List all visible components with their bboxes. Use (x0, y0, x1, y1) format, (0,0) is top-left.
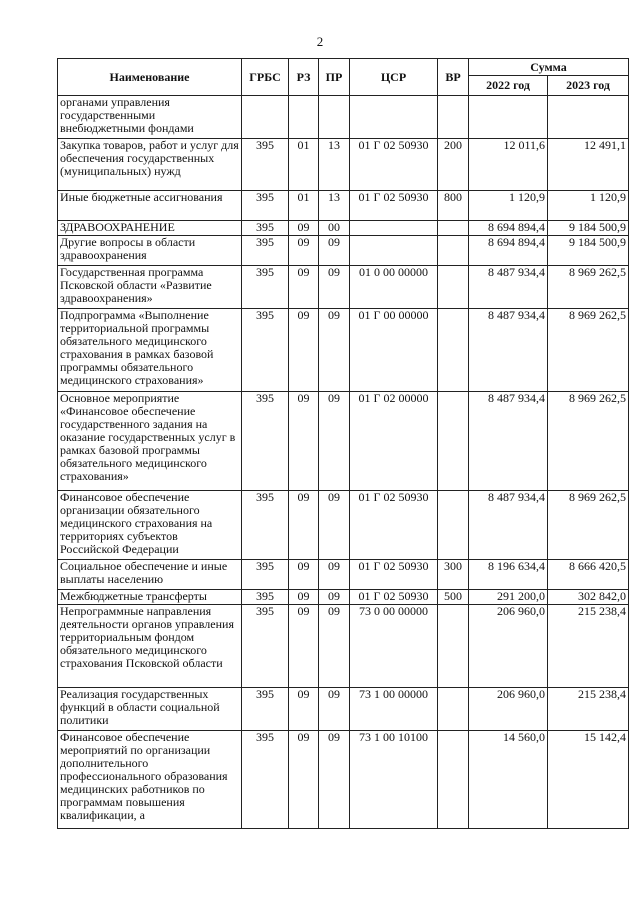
row-csr: 73 1 00 10100 (350, 731, 438, 829)
row-csr: 01 Г 02 50930 (350, 491, 438, 560)
row-sum-2022: 8 694 894,4 (469, 236, 548, 266)
row-pr: 13 (319, 139, 350, 191)
row-sum-2023: 215 238,4 (548, 605, 629, 688)
row-csr: 01 Г 02 00000 (350, 392, 438, 491)
header-2022: 2022 год (469, 76, 548, 96)
row-name: Финансовое обеспечение мероприятий по организации дополнительного профессионального образования медицинских работников по программам повышения квалификации, а (58, 731, 242, 829)
row-name: Иные бюджетные ассигнования (58, 191, 242, 221)
row-csr: 01 Г 02 50930 (350, 191, 438, 221)
row-rz: 09 (289, 236, 319, 266)
row-grbs: 395 (242, 236, 289, 266)
row-pr: 09 (319, 266, 350, 309)
row-grbs: 395 (242, 139, 289, 191)
row-sum-2022: 1 120,9 (469, 191, 548, 221)
row-pr: 09 (319, 236, 350, 266)
row-csr: 73 1 00 00000 (350, 688, 438, 731)
row-rz: 09 (289, 590, 319, 605)
table-body (58, 96, 629, 829)
table-row (58, 236, 629, 266)
header-2023: 2023 год (548, 76, 629, 96)
header-name: Наименование (58, 59, 242, 96)
row-sum-2022: 206 960,0 (469, 688, 548, 731)
row-sum-2023: 9 184 500,9 (548, 221, 629, 236)
budget-table (57, 58, 629, 829)
row-csr (350, 221, 438, 236)
row-name: Подпрограмма «Выполнение территориальной программы обязательного медицинского страхования в рамках базовой программы обязательного медицинского страхования» (58, 309, 242, 392)
row-vr: 200 (438, 139, 469, 191)
header-vr: ВР (438, 59, 469, 96)
row-vr (438, 605, 469, 688)
table-header (58, 59, 629, 96)
row-sum-2023: 8 969 262,5 (548, 266, 629, 309)
row-grbs: 395 (242, 266, 289, 309)
row-pr: 09 (319, 392, 350, 491)
row-sum-2022: 206 960,0 (469, 605, 548, 688)
row-sum-2022: 8 487 934,4 (469, 491, 548, 560)
row-grbs: 395 (242, 605, 289, 688)
row-name: Другие вопросы в области здравоохранения (58, 236, 242, 266)
row-vr: 300 (438, 560, 469, 590)
row-name: Непрограммные направления деятельности органов управления территориальным фондом обязательного медицинского страхования Псковской области (58, 605, 242, 688)
row-vr: 800 (438, 191, 469, 221)
row-vr (438, 392, 469, 491)
row-csr: 73 0 00 00000 (350, 605, 438, 688)
table-row (58, 688, 629, 731)
row-sum-2022: 8 487 934,4 (469, 266, 548, 309)
row-rz: 09 (289, 309, 319, 392)
table-row (58, 491, 629, 560)
row-sum-2023: 302 842,0 (548, 590, 629, 605)
row-sum-2022 (469, 96, 548, 139)
row-pr: 09 (319, 491, 350, 560)
row-vr: 500 (438, 590, 469, 605)
row-name: Основное мероприятие «Финансовое обеспечение государственного задания на оказание государственных услуг в рамках базовой программы обязательного медицинского страхования» (58, 392, 242, 491)
row-pr: 13 (319, 191, 350, 221)
header-sum: Сумма (469, 59, 629, 76)
row-sum-2022: 12 011,6 (469, 139, 548, 191)
row-csr (350, 96, 438, 139)
row-sum-2023: 215 238,4 (548, 688, 629, 731)
row-grbs: 395 (242, 392, 289, 491)
row-sum-2023: 8 969 262,5 (548, 491, 629, 560)
row-vr (438, 491, 469, 560)
row-grbs: 395 (242, 560, 289, 590)
row-name: органами управления государственными внебюджетными фондами (58, 96, 242, 139)
table-row (58, 266, 629, 309)
row-vr (438, 96, 469, 139)
row-pr: 09 (319, 688, 350, 731)
row-grbs: 395 (242, 491, 289, 560)
row-rz: 09 (289, 266, 319, 309)
row-sum-2022: 14 560,0 (469, 731, 548, 829)
row-sum-2023: 9 184 500,9 (548, 236, 629, 266)
row-rz: 09 (289, 221, 319, 236)
header-pr: ПР (319, 59, 350, 96)
header-rz: РЗ (289, 59, 319, 96)
row-sum-2022: 8 694 894,4 (469, 221, 548, 236)
table-row (58, 96, 629, 139)
table-row (58, 309, 629, 392)
row-csr: 01 Г 02 50930 (350, 590, 438, 605)
row-csr: 01 Г 02 50930 (350, 139, 438, 191)
row-rz: 09 (289, 392, 319, 491)
row-csr: 01 Г 00 00000 (350, 309, 438, 392)
table-row (58, 731, 629, 829)
table-row (58, 221, 629, 236)
row-csr (350, 236, 438, 266)
row-name: ЗДРАВООХРАНЕНИЕ (58, 221, 242, 236)
row-pr: 00 (319, 221, 350, 236)
row-sum-2022: 8 196 634,4 (469, 560, 548, 590)
header-grbs: ГРБС (242, 59, 289, 96)
row-vr (438, 221, 469, 236)
row-pr: 09 (319, 605, 350, 688)
table-row (58, 191, 629, 221)
row-name: Финансовое обеспечение организации обязательного медицинского страхования на территориях субъектов Российской Федерации (58, 491, 242, 560)
row-vr (438, 266, 469, 309)
row-grbs: 395 (242, 221, 289, 236)
row-vr (438, 688, 469, 731)
row-grbs: 395 (242, 309, 289, 392)
row-rz: 09 (289, 731, 319, 829)
table-row (58, 392, 629, 491)
row-sum-2022: 291 200,0 (469, 590, 548, 605)
row-sum-2023: 12 491,1 (548, 139, 629, 191)
row-grbs: 395 (242, 731, 289, 829)
row-sum-2022: 8 487 934,4 (469, 309, 548, 392)
row-name: Социальное обеспечение и иные выплаты населению (58, 560, 242, 590)
row-name: Межбюджетные трансферты (58, 590, 242, 605)
row-name: Реализация государственных функций в области социальной политики (58, 688, 242, 731)
row-pr: 09 (319, 731, 350, 829)
row-vr (438, 731, 469, 829)
row-rz: 09 (289, 605, 319, 688)
row-grbs (242, 96, 289, 139)
row-sum-2023: 15 142,4 (548, 731, 629, 829)
table-row (58, 605, 629, 688)
row-rz (289, 96, 319, 139)
row-pr (319, 96, 350, 139)
row-rz: 01 (289, 139, 319, 191)
row-rz: 09 (289, 491, 319, 560)
row-pr: 09 (319, 309, 350, 392)
row-vr (438, 309, 469, 392)
row-sum-2023 (548, 96, 629, 139)
row-csr: 01 Г 02 50930 (350, 560, 438, 590)
row-csr: 01 0 00 00000 (350, 266, 438, 309)
row-name: Государственная программа Псковской области «Развитие здравоохранения» (58, 266, 242, 309)
row-rz: 09 (289, 560, 319, 590)
row-vr (438, 236, 469, 266)
row-rz: 09 (289, 688, 319, 731)
row-sum-2023: 8 969 262,5 (548, 309, 629, 392)
table-row (58, 139, 629, 191)
row-name: Закупка товаров, работ и услуг для обеспечения государственных (муниципальных) нужд (58, 139, 242, 191)
page-number: 2 (316, 34, 324, 49)
table-row (58, 560, 629, 590)
row-sum-2023: 1 120,9 (548, 191, 629, 221)
table-row (58, 590, 629, 605)
row-pr: 09 (319, 560, 350, 590)
header-csr: ЦСР (350, 59, 438, 96)
row-grbs: 395 (242, 191, 289, 221)
row-sum-2023: 8 969 262,5 (548, 392, 629, 491)
row-sum-2023: 8 666 420,5 (548, 560, 629, 590)
row-rz: 01 (289, 191, 319, 221)
row-sum-2022: 8 487 934,4 (469, 392, 548, 491)
row-pr: 09 (319, 590, 350, 605)
row-grbs: 395 (242, 590, 289, 605)
row-grbs: 395 (242, 688, 289, 731)
